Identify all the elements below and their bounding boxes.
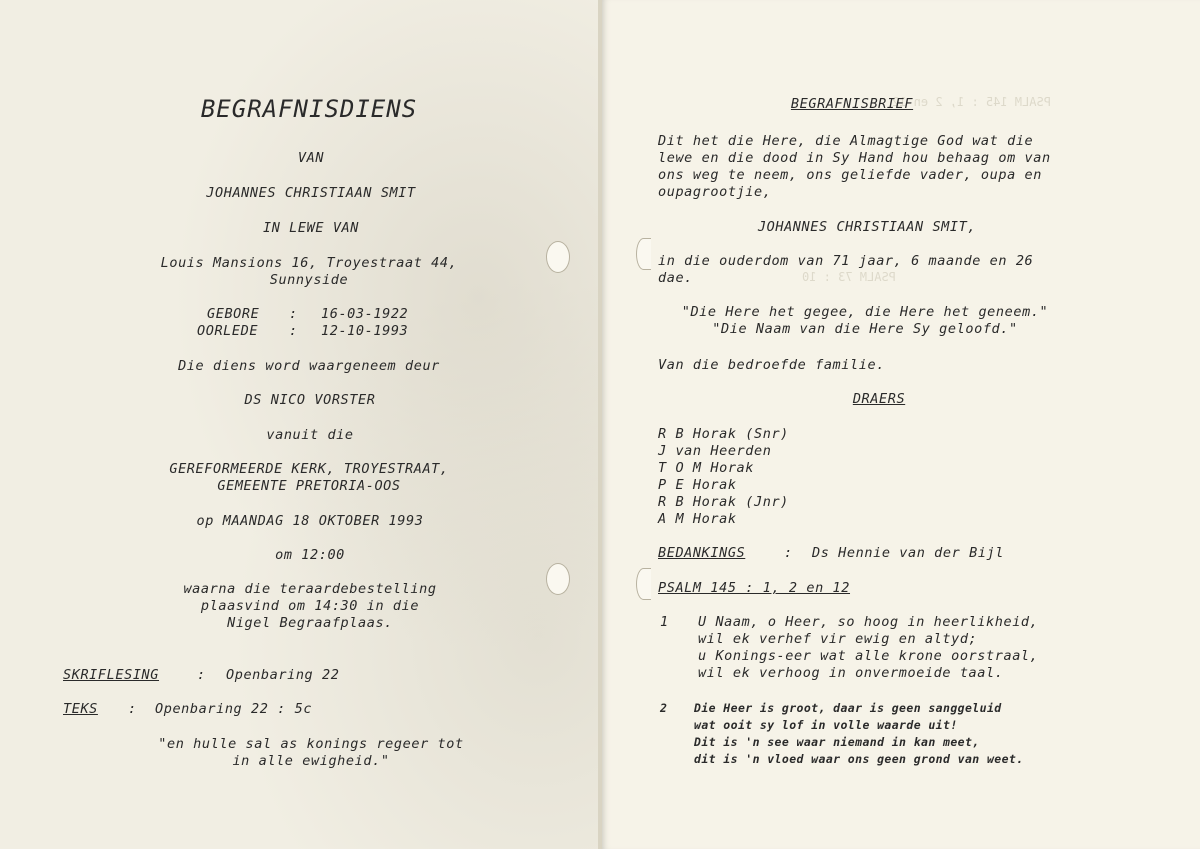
- deceased-name-letter: JOHANNES CHRISTIAAN SMIT,: [757, 219, 977, 235]
- van-label: VAN: [297, 150, 325, 166]
- draers-heading: DRAERS: [852, 391, 906, 407]
- draer-item: R B Horak (Snr): [658, 426, 789, 442]
- address-line-2: Sunnyside: [269, 272, 349, 288]
- bleed-through-text: PSALM 145 : 1, 2 en 12: [892, 95, 1051, 109]
- punch-hole: [636, 238, 651, 270]
- punch-hole: [546, 563, 570, 595]
- teks-colon: :: [128, 701, 137, 717]
- punch-hole: [636, 568, 651, 600]
- deceased-name: JOHANNES CHRISTIAAN SMIT: [206, 185, 416, 201]
- bedankings-value: Ds Hennie van der Bijl: [812, 545, 1005, 561]
- draer-item: A M Horak: [658, 511, 737, 527]
- service-time: om 12:00: [275, 547, 345, 563]
- oorlede-colon: :: [289, 323, 298, 339]
- address-line-1: Louis Mansions 16, Troyestraat 44,: [160, 255, 458, 271]
- teks-value: Openbaring 22 : 5c: [155, 701, 313, 717]
- draer-item: T O M Horak: [658, 460, 755, 476]
- bedankings-label: BEDANKINGS: [658, 545, 746, 561]
- in-lewe-van: IN LEWE VAN: [262, 220, 360, 236]
- age-line-2: dae.: [658, 270, 693, 286]
- oorlede-label: OORLEDE: [197, 323, 259, 339]
- punch-hole: [546, 241, 570, 273]
- gebore-colon: :: [289, 306, 298, 322]
- verse-2-line: Dit is 'n see waar niemand in kan meet,: [694, 735, 980, 749]
- minister-name: DS NICO VORSTER: [244, 392, 376, 408]
- draer-item: R B Horak (Jnr): [658, 494, 789, 510]
- gebore-label: GEBORE: [207, 306, 260, 322]
- verse-2-line: dit is 'n vloed waar ons geen grond van weet.: [694, 752, 1024, 766]
- verse-2-line: Die Heer is groot, daar is geen sanggeluid: [694, 701, 1002, 715]
- bedankings-colon: :: [784, 545, 793, 561]
- verse-1-line: wil ek verhef vir ewig en altyd;: [698, 631, 978, 647]
- intro-line-4: oupagrootjie,: [658, 184, 772, 200]
- family-text: Van die bedroefde familie.: [658, 357, 885, 373]
- verse-2-line: wat ooit sy lof in volle waarde uit!: [694, 718, 958, 732]
- intro-line-1: Dit het die Here, die Almagtige God wat die: [658, 133, 1034, 149]
- psalm-heading: PSALM 145 : 1, 2 en 12: [658, 580, 851, 596]
- intro-line-2: lewe en die dood in Sy Hand hou behaag om van: [658, 150, 1051, 166]
- skriflesing-value: Openbaring 22: [226, 667, 340, 683]
- right-page: [602, 0, 1200, 849]
- scripture-quote-1: "Die Here het gegee, die Here het geneem.": [681, 304, 1049, 320]
- teks-label: TEKS: [63, 701, 98, 717]
- verse-1-line: U Naam, o Heer, so hoog in heerlikheid,: [698, 614, 1039, 630]
- draer-item: J van Heerden: [658, 443, 772, 459]
- oorlede-date: 12-10-1993: [321, 323, 409, 339]
- draer-item: P E Horak: [658, 477, 737, 493]
- church-line-2: GEMEENTE PRETORIA-OOS: [217, 478, 401, 494]
- quote-line-2: in alle ewigheid.": [232, 753, 390, 769]
- service-date: op MAANDAG 18 OKTOBER 1993: [196, 513, 424, 529]
- age-line-1: in die ouderdom van 71 jaar, 6 maande en 26: [658, 253, 1034, 269]
- gebore-date: 16-03-1922: [321, 306, 409, 322]
- burial-line-2: plaasvind om 14:30 in die: [200, 598, 420, 614]
- verse-1-line: wil ek verhoog in onvermoeide taal.: [698, 665, 1004, 681]
- page-title: BEGRAFNISDIENS: [200, 95, 418, 123]
- vanuit-text: vanuit die: [266, 427, 354, 443]
- verse-1-number: 1: [660, 614, 669, 630]
- verse-1-line: u Konings-eer wat alle krone oorstraal,: [698, 648, 1039, 664]
- burial-line-1: waarna die teraardebestelling: [183, 581, 437, 597]
- skriflesing-label: SKRIFLESING: [63, 667, 160, 683]
- left-page: [0, 0, 598, 849]
- burial-line-3: Nigel Begraafplaas.: [227, 615, 393, 631]
- intro-line-3: ons weg te neem, ons geliefde vader, oupa en: [658, 167, 1043, 183]
- service-text: Die diens word waargeneem deur: [178, 358, 440, 374]
- scripture-quote-2: "Die Naam van die Here Sy geloofd.": [712, 321, 1018, 337]
- quote-line-1: "en hulle sal as konings regeer tot: [158, 736, 464, 752]
- church-line-1: GEREFORMEERDE KERK, TROYESTRAAT,: [169, 461, 449, 477]
- begrafnisbrief-heading: BEGRAFNISBRIEF: [790, 96, 914, 112]
- verse-2-number: 2: [660, 701, 668, 715]
- bleed-through-text: PSALM 73 : 10: [802, 270, 896, 284]
- skriflesing-colon: :: [197, 667, 206, 683]
